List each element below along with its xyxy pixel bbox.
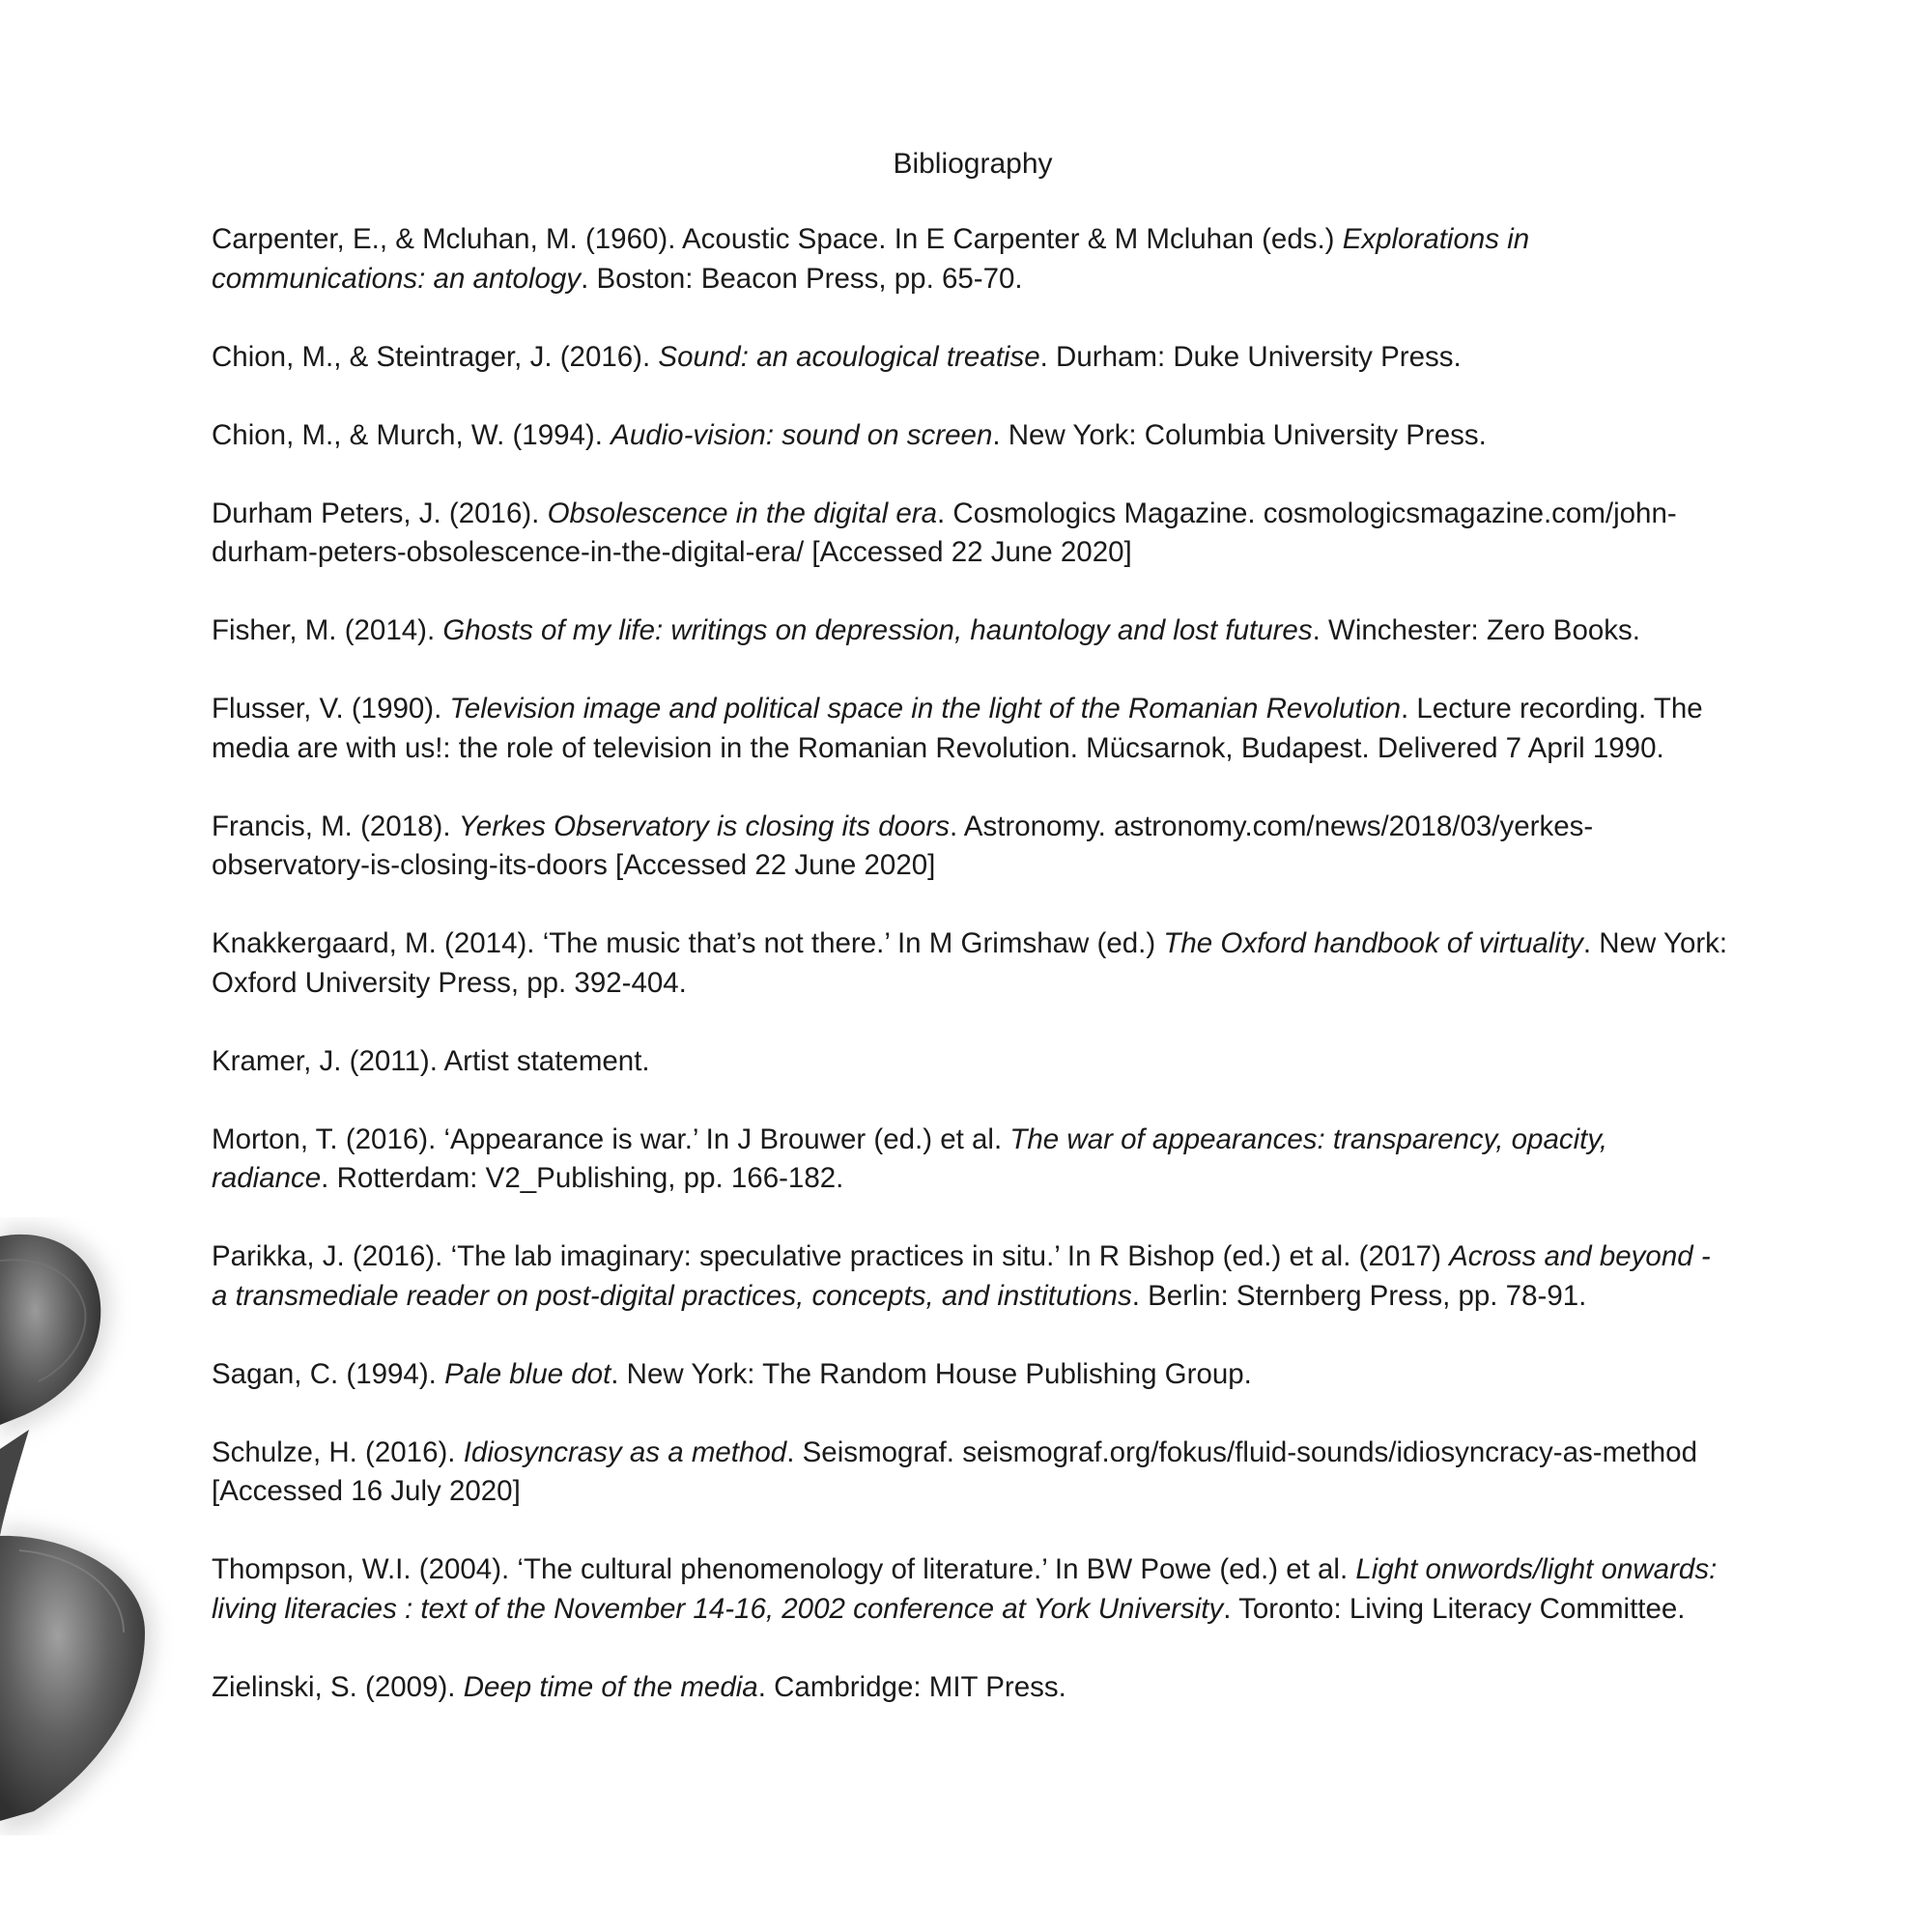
entry-text: Sagan, C. (1994).	[212, 1357, 445, 1390]
entry-title: Light onwords/light onwards: living literacies : text of the November 14-16, 2002 conference at York University	[212, 1553, 1718, 1625]
entry-title: Obsolescence in the digital era	[547, 497, 937, 529]
entry-title: Sound: an acoulogical treatise	[658, 340, 1040, 373]
entry-text: . Toronto: Living Literacy Committee.	[1223, 1592, 1686, 1625]
bibliography-entry	[212, 611, 1730, 651]
entry-text: Francis, M. (2018).	[212, 810, 459, 842]
bibliography-entry	[212, 690, 1730, 768]
bibliography-entry	[212, 1434, 1730, 1512]
entry-text: . Berlin: Sternberg Press, pp. 78-91.	[1131, 1279, 1587, 1312]
entry-text: . Seismograf. seismograf.org/fokus/fluid-sounds/idiosyncracy-as-method [Accessed 16 July 2020]	[212, 1435, 1697, 1507]
bibliography-entry	[212, 495, 1730, 573]
entry-title: The war of appearances: transparency, opacity, radiance	[212, 1122, 1608, 1194]
entry-text: . Durham: Duke University Press.	[1039, 340, 1462, 373]
entry-title: Pale blue dot	[444, 1357, 611, 1390]
entry-text: Parikka, J. (2016). ‘The lab imaginary: speculative practices in situ.’ In R Bishop (ed.) et al. (2017)	[212, 1240, 1450, 1272]
entry-text: Chion, M., & Murch, W. (1994).	[212, 418, 611, 451]
entry-text: . Lecture recording. The media are with us!: the role of television in the Romanian Revolution. Mücsarnok, Budapest. Delivered 7 April 1990.	[212, 693, 1703, 764]
bibliography-entry	[212, 1668, 1730, 1708]
entry-title: Audio-vision: sound on screen	[611, 418, 993, 451]
entry-title: The Oxford handbook of virtuality	[1163, 927, 1583, 959]
entry-text: . New York: Oxford University Press, pp. 392-404.	[212, 927, 1728, 999]
entry-text: Fisher, M. (2014).	[212, 614, 443, 646]
bibliography-entry	[212, 338, 1730, 378]
entry-text: . Winchester: Zero Books.	[1312, 614, 1640, 646]
entry-text: Schulze, H. (2016).	[212, 1435, 464, 1468]
page-title: Bibliography	[893, 148, 1053, 180]
hand-fingers-image	[0, 1217, 174, 1835]
bibliography-entry	[212, 416, 1730, 456]
entry-text: Chion, M., & Steintrager, J. (2016).	[212, 340, 659, 373]
bibliography-entry	[212, 808, 1730, 886]
bibliography-entry	[212, 220, 1730, 298]
entry-text: . Astronomy. astronomy.com/news/2018/03/yerkes-observatory-is-closing-its-doors [Accessed 22 June 2020]	[212, 810, 1594, 881]
bibliography-entry	[212, 1042, 1730, 1082]
entry-title: Idiosyncrasy as a method	[463, 1435, 787, 1468]
entry-text: Zielinski, S. (2009).	[212, 1670, 464, 1703]
entry-text: Morton, T. (2016). ‘Appearance is war.’ In J Brouwer (ed.) et al.	[212, 1122, 1010, 1155]
bibliography-entry	[212, 1237, 1730, 1316]
entry-title: Explorations in communications: an antology	[212, 223, 1530, 295]
bibliography-entry	[212, 1355, 1730, 1395]
entry-text: . New York: Columbia University Press.	[992, 418, 1487, 451]
entry-text: . Cambridge: MIT Press.	[757, 1670, 1066, 1703]
bibliography-entry	[212, 1550, 1730, 1629]
entry-text: . Rotterdam: V2_Publishing, pp. 166-182.	[321, 1162, 844, 1194]
bibliography-entry	[212, 1121, 1730, 1199]
bibliography-list	[212, 220, 1730, 1747]
entry-text: . Cosmologics Magazine. cosmologicsmagazine.com/john-durham-peters-obsolescence-in-the-digital-era/ [Accessed 22 June 2020]	[212, 497, 1677, 568]
entry-title: Deep time of the media	[463, 1670, 758, 1703]
entry-text: Thompson, W.I. (2004). ‘The cultural phenomenology of literature.’ In BW Powe (ed.) et al.	[212, 1553, 1356, 1585]
entry-title: Television image and political space in the light of the Romanian Revolution	[449, 693, 1401, 724]
entry-text: . New York: The Random House Publishing Group.	[611, 1357, 1252, 1390]
bibliography-entry	[212, 924, 1730, 1003]
entry-title: Ghosts of my life: writings on depression, hauntology and lost futures	[442, 614, 1313, 646]
entry-text: . Boston: Beacon Press, pp. 65-70.	[581, 262, 1023, 295]
entry-title: Across and beyond - a transmediale reader on post-digital practices, concepts, and institutions	[212, 1240, 1711, 1312]
entry-text: Durham Peters, J. (2016).	[212, 497, 548, 529]
entry-text: Kramer, J. (2011). Artist statement.	[212, 1044, 650, 1077]
entry-text: Flusser, V. (1990).	[212, 693, 450, 724]
entry-text: Knakkergaard, M. (2014). ‘The music that’s not there.’ In M Grimshaw (ed.)	[212, 927, 1164, 959]
entry-text: Carpenter, E., & Mcluhan, M. (1960). Acoustic Space. In E Carpenter & M Mcluhan (eds.)	[212, 223, 1343, 255]
entry-title: Yerkes Observatory is closing its doors	[458, 810, 950, 842]
